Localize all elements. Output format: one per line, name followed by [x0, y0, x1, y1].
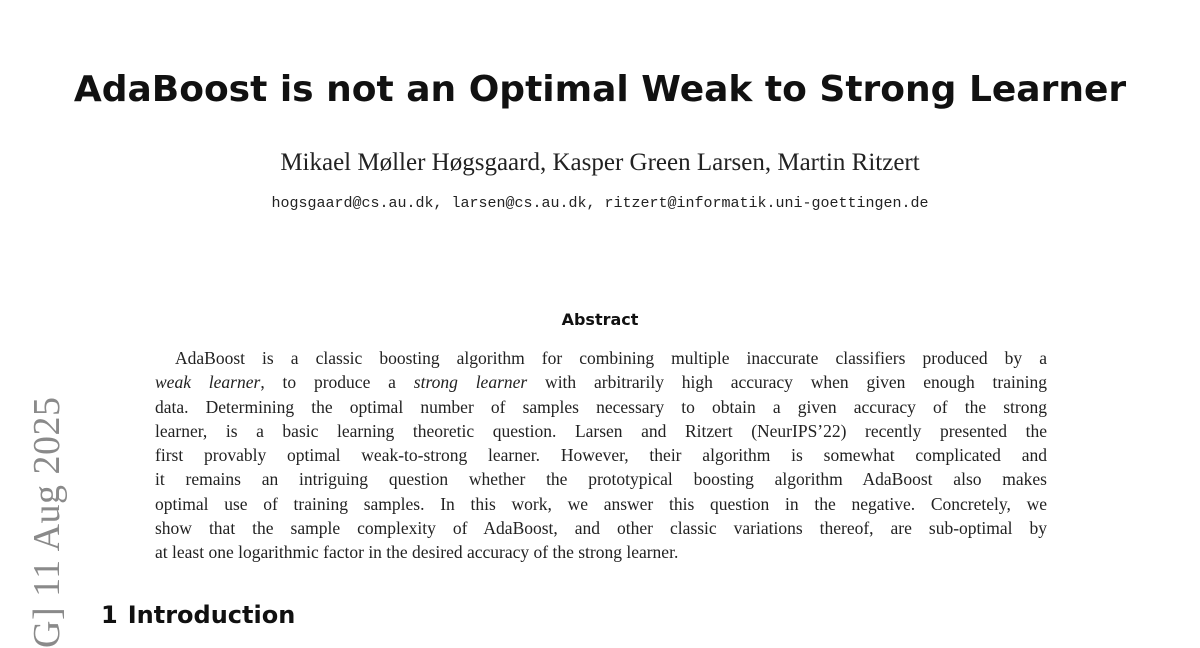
abstract-line: AdaBoost is a classic boosting algorithm for combining multiple inaccurate classifiers produced by a — [175, 348, 1047, 368]
section-heading-introduction — [101, 599, 295, 631]
abstract-line: first provably optimal weak-to-strong learner. However, their algorithm is somewhat complicated and — [155, 445, 1047, 466]
abstract-line: data. Determining the optimal number of samples necessary to obtain a given accuracy of the strong — [155, 396, 1047, 417]
abstract-line: at least one logarithmic factor in the desired accuracy of the strong learner. — [155, 542, 679, 563]
abstract-text: , to produce a — [260, 372, 414, 393]
abstract-emphasis: strong learner — [413, 372, 528, 393]
paper-title: AdaBoost is not an Optimal Weak to Strong Learner — [73, 69, 1127, 110]
abstract-line: optimal use of training samples. In this work, we answer this question in the negative. Concretely, we — [155, 493, 1047, 514]
abstract-line: show that the sample complexity of AdaBoost, and other classic variations thereof, are sub-optimal by — [155, 518, 1047, 539]
abstract-body — [155, 346, 1047, 565]
abstract-line — [155, 370, 1047, 394]
section-number: 1 — [101, 601, 118, 629]
abstract-emphasis: weak learner — [155, 372, 261, 393]
section-title: Introduction — [127, 601, 296, 629]
arxiv-side-stamp: G] 11 Aug 2025 — [26, 396, 68, 648]
abstract-text: with arbitrarily high accuracy when given enough training — [527, 372, 1047, 393]
abstract-heading: Abstract — [561, 310, 639, 329]
abstract-line: it remains an intriguing question whether the prototypical boosting algorithm AdaBoost also makes — [155, 469, 1047, 490]
author-emails: hogsgaard@cs.au.dk, larsen@cs.au.dk, ritzert@informatik.uni-goettingen.de — [271, 195, 929, 212]
abstract-line: learner, is a basic learning theoretic question. Larsen and Ritzert (NeurIPS’22) recently presented the — [155, 420, 1047, 441]
author-list: Mikael Møller Høgsgaard, Kasper Green Larsen, Martin Ritzert — [280, 149, 920, 176]
